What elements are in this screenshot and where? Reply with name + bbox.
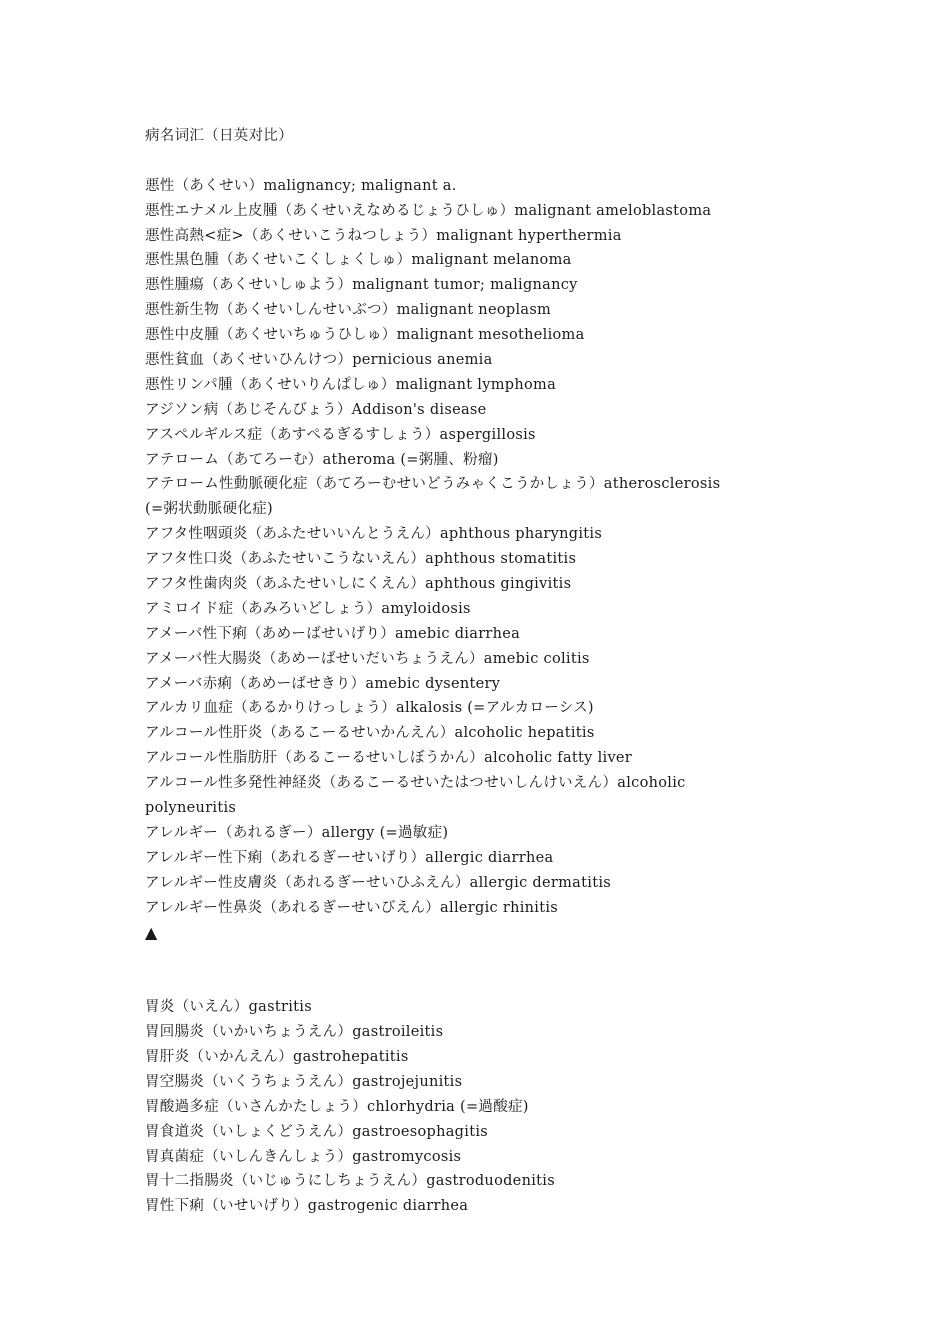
- spacer: [145, 945, 905, 970]
- term-entry: アテローム（あてろーむ）atheroma (=粥腫、粉瘤): [145, 451, 499, 468]
- term-entry: 胃性下痢（いせいげり）gastrogenic diarrhea: [145, 1198, 469, 1215]
- term-entry: 胃空腸炎（いくうちょうえん）gastrojejunitis: [145, 1073, 463, 1090]
- term-entry: アレルギー性皮膚炎（あれるぎーせいひふえん）allergic dermatitis: [145, 874, 611, 891]
- term-entry: アメーバ赤痢（あめーばせきり）amebic dysentery: [145, 675, 501, 692]
- term-entry: アルコール性脂肪肝（あるこーるせいしぼうかん）alcoholic fatty liver: [145, 750, 633, 767]
- term-entry: 胃真菌症（いしんきんしょう）gastromycosis: [145, 1148, 462, 1165]
- term-entry: アレルギー性鼻炎（あれるぎーせいびえん）allergic rhinitis: [145, 899, 559, 916]
- term-entry: 悪性エナメル上皮腫（あくせいえなめるじょうひしゅ）malignant ameloblastoma: [145, 202, 712, 219]
- term-entry: 胃炎（いえん）gastritis: [145, 999, 312, 1016]
- term-entry: (=粥状動脈硬化症): [145, 501, 273, 518]
- term-entry: 悪性高熱<症>（あくせいこうねつしょう）malignant hyperthermia: [145, 227, 622, 244]
- term-entry: アミロイド症（あみろいどしょう）amyloidosis: [145, 600, 471, 617]
- term-entry: 胃肝炎（いかんえん）gastrohepatitis: [145, 1048, 409, 1065]
- document-page: [145, 124, 905, 1219]
- term-entry: アスペルギルス症（あすぺるぎるすしょう）aspergillosis: [145, 426, 536, 443]
- term-entry: polyneuritis: [145, 800, 237, 817]
- term-entry: アテローム性動脈硬化症（あてろーむせいどうみゃくこうかしょう）atherosclerosis: [145, 476, 721, 493]
- term-entry: アジソン病（あじそんびょう）Addison's disease: [145, 401, 487, 418]
- term-entry: 悪性黒色腫（あくせいこくしょくしゅ）malignant melanoma: [145, 252, 572, 269]
- spacer: [145, 970, 905, 995]
- term-entry: アメーバ性下痢（あめーばせいげり）amebic diarrhea: [145, 625, 521, 642]
- term-entry: アメーバ性大腸炎（あめーばせいだいちょうえん）amebic colitis: [145, 650, 590, 667]
- entries-section-i: [145, 995, 905, 1219]
- term-entry: 悪性貧血（あくせいひんけつ）pernicious anemia: [145, 352, 493, 369]
- term-entry: アフタ性口炎（あふたせいこうないえん）aphthous stomatitis: [145, 551, 577, 568]
- term-entry: 胃回腸炎（いかいちょうえん）gastroileitis: [145, 1024, 444, 1041]
- term-entry: 悪性中皮腫（あくせいちゅうひしゅ）malignant mesothelioma: [145, 327, 585, 344]
- term-entry: 胃食道炎（いしょくどうえん）gastroesophagitis: [145, 1123, 488, 1140]
- term-entry: アルコール性肝炎（あるこーるせいかんえん）alcoholic hepatitis: [145, 725, 595, 742]
- document-title: 病名词汇（日英对比）: [145, 128, 293, 144]
- term-entry: アフタ性歯肉炎（あふたせいしにくえん）aphthous gingivitis: [145, 576, 572, 593]
- term-entry: 悪性新生物（あくせいしんせいぶつ）malignant neoplasm: [145, 302, 552, 319]
- term-entry: アルカリ血症（あるかりけっしょう）alkalosis (=アルカローシス): [145, 700, 594, 717]
- spacer: [145, 149, 905, 174]
- term-entry: アフタ性咽頭炎（あふたせいいんとうえん）aphthous pharyngitis: [145, 526, 603, 543]
- term-entry: アレルギー（あれるぎー）allergy (=過敏症): [145, 824, 449, 841]
- term-entry: アレルギー性下痢（あれるぎーせいげり）allergic diarrhea: [145, 849, 554, 866]
- term-entry: 悪性（あくせい）malignancy; malignant a.: [145, 177, 457, 194]
- term-entry: 胃酸過多症（いさんかたしょう）chlorhydria (=過酸症): [145, 1098, 529, 1115]
- term-entry: 悪性リンパ腫（あくせいりんぱしゅ）malignant lymphoma: [145, 376, 557, 393]
- entries-section-a: [145, 174, 905, 921]
- triangle-marker-icon: ▲: [145, 922, 158, 942]
- term-entry: 悪性腫瘍（あくせいしゅよう）malignant tumor; malignancy: [145, 277, 578, 294]
- term-entry: 胃十二指腸炎（いじゅうにしちょうえん）gastroduodenitis: [145, 1173, 555, 1190]
- term-entry: アルコール性多発性神経炎（あるこーるせいたはつせいしんけいえん）alcoholic: [145, 775, 686, 792]
